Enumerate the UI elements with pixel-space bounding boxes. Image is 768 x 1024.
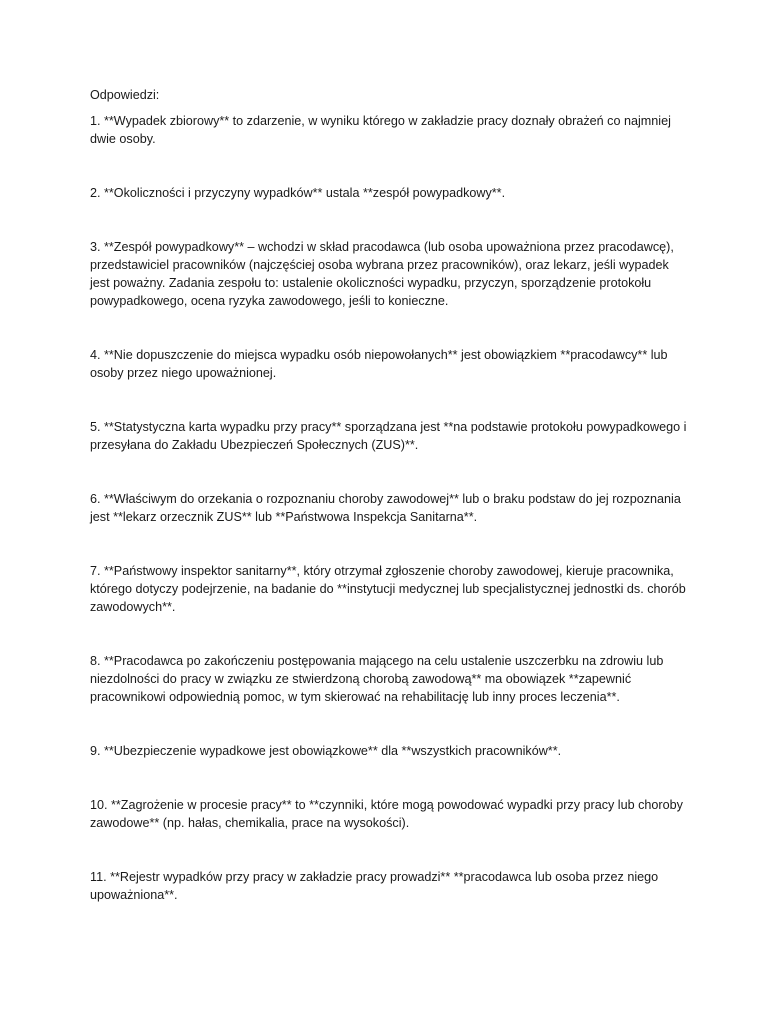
answer-item-2: 2. **Okoliczności i przyczyny wypadków** ustala **zespół powypadkowy**. xyxy=(90,186,506,200)
answer-item-3: 3. **Zespół powypadkowy** – wchodzi w skład pracodawca (lub osoba upoważniona przez pracodawcę), przedstawiciel pracowników (najczęściej osoba wybrana przez pracowników), oraz lekarz, jeśli wypadek jest poważny. Zadania zespołu to: ustalenie okoliczności wypadku, przyczyn, sporządzenie protokołu powypadkowego, ocena ryzyka zawodowego, jeśli to konieczne. xyxy=(90,240,674,308)
answer-item-1: 1. **Wypadek zbiorowy** to zdarzenie, w wyniku którego w zakładzie pracy doznały obrażeń co najmniej dwie osoby. xyxy=(90,114,671,146)
answer-item-10: 10. **Zagrożenie w procesie pracy** to **czynniki, które mogą powodować wypadki przy pracy lub choroby zawodowe** (np. hałas, chemikalia, prace na wysokości). xyxy=(90,798,683,830)
answer-item-7: 7. **Państwowy inspektor sanitarny**, który otrzymał zgłoszenie choroby zawodowej, kieruje pracownika, którego dotyczy podejrzenie, na badanie do **instytucji medycznej lub specjalistycznej jednostki ds. chorób zawodowych**. xyxy=(90,564,686,614)
answer-item-4: 4. **Nie dopuszczenie do miejsca wypadku osób niepowołanych** jest obowiązkiem **pracodawcy** lub osoby przez niego upoważnionej. xyxy=(90,348,668,380)
answer-item-6: 6. **Właściwym do orzekania o rozpoznaniu choroby zawodowej** lub o braku podstaw do jej rozpoznania jest **lekarz orzecznik ZUS** lub **Państwowa Inspekcja Sanitarna**. xyxy=(90,492,681,524)
answers-heading: Odpowiedzi: xyxy=(90,88,160,102)
answer-item-8: 8. **Pracodawca po zakończeniu postępowania mającego na celu ustalenie uszczerbku na zdrowiu lub niezdolności do pracy w związku ze stwierdzoną chorobą zawodową** ma obowiązek **zapewnić pracownikowi odpowiednią pomoc, w tym skierować na rehabilitację lub inny proces leczenia**. xyxy=(90,654,664,704)
answer-item-9: 9. **Ubezpieczenie wypadkowe jest obowiązkowe** dla **wszystkich pracowników**. xyxy=(90,744,562,758)
answer-item-11: 11. **Rejestr wypadków przy pracy w zakładzie pracy prowadzi** **pracodawca lub osoba przez niego upoważniona**. xyxy=(90,870,659,902)
document-body xyxy=(90,86,690,904)
answer-item-5: 5. **Statystyczna karta wypadku przy pracy** sporządzana jest **na podstawie protokołu powypadkowego i przesyłana do Zakładu Ubezpieczeń Społecznych (ZUS)**. xyxy=(90,420,687,452)
